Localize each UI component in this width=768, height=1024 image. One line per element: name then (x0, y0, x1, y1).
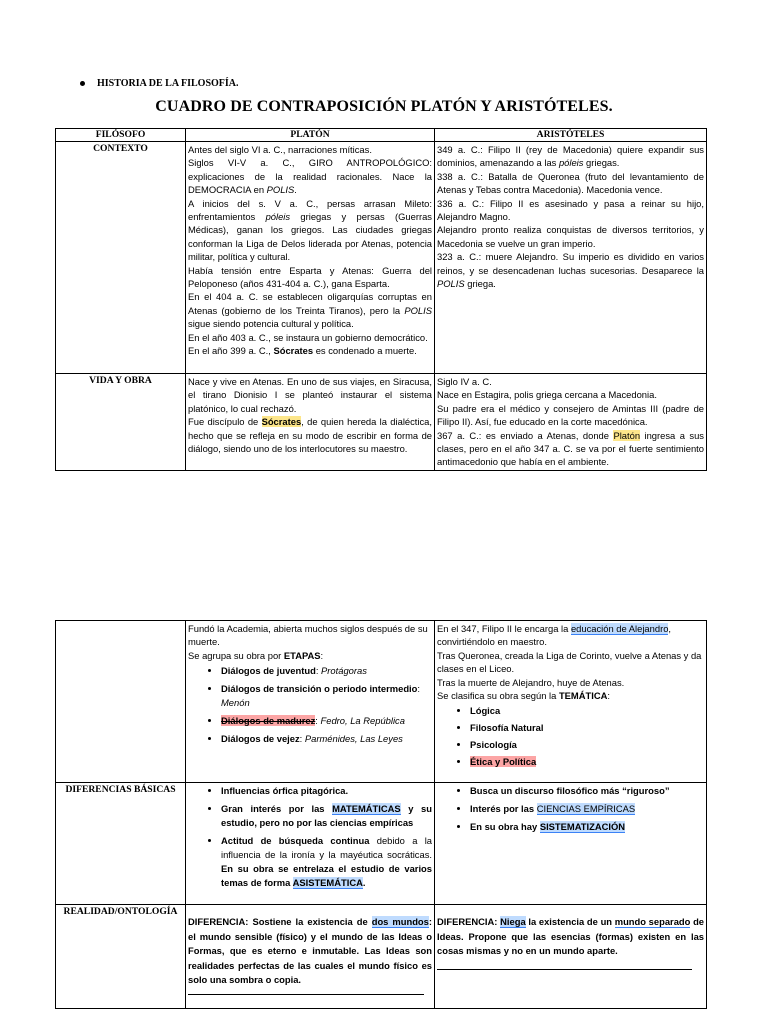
header-aristoteles: ARISTÓTELES (435, 129, 707, 142)
list-item: • Influencias órfica pitagórica. (221, 784, 432, 798)
text-line: DIFERENCIA: Niega la existencia de un mundo separado de Ideas. Propone que las esencias (formas) existen en las cosas mismas y no en un mundo aparte. (437, 916, 705, 956)
list-item: • Diálogos de vejez: Parménides, Las Leyes (221, 732, 432, 746)
cell-contexto-aristoteles (435, 142, 707, 374)
text-line: 323 a. C.: muere Alejandro. Su imperio es dividido en varios reinos, y se desencadenan luchas sucesorias. Desaparece la POLIS griega. (437, 251, 704, 290)
cell-obra-platon (186, 621, 435, 783)
text-line: DIFERENCIA: Sostiene la existencia de dos mundos: el mundo sensible (físico) y el mundo de las Ideas o Formas, que es eterno e inmutable. Las Ideas son realidades perfectas de las cuales el mundo físico es solo una sombra o copia. (188, 916, 432, 985)
cell-obra-aristoteles (435, 621, 707, 783)
page-title: CUADRO DE CONTRAPOSICIÓN PLATÓN Y ARISTÓTELES. (155, 98, 613, 115)
cell-realidad-aristoteles (435, 905, 707, 1009)
row-realidad (56, 905, 707, 1009)
list-item: • Filosofía Natural (470, 721, 704, 735)
text-line: 367 a. C.: es enviado a Atenas, donde Platón ingresa a sus clases, pero en el año 347 a. C. se va por el fuerte sentimiento antimacedonio que había en el ambiente. (437, 429, 704, 468)
comparison-table-2 (55, 620, 707, 1009)
row-contexto (56, 142, 707, 374)
text-line: En el año 403 a. C., se instaura un gobierno democrático. (188, 331, 428, 343)
platon-works-list (188, 664, 432, 746)
cell-realidad-platon (186, 905, 435, 1009)
text-line: Había tensión entre Esparta y Atenas: Guerra del Peloponeso (años 431-404 a. C.), gana Esparta. (188, 264, 432, 290)
platon-diff-list (188, 784, 432, 890)
row-label-empty (56, 621, 186, 783)
text-line: Tras Queronea, creada la Liga de Corinto, vuelve a Atenas y da clases en el Liceo. (437, 649, 702, 675)
cell-diferencias-platon (186, 783, 435, 905)
list-item: • Ética y Política (470, 755, 704, 769)
row-label-realidad: REALIDAD/ONTOLOGÍA (56, 905, 186, 1009)
list-item: • Actitud de búsqueda continua debido a la influencia de la ironía y la mayéutica socráticas. En su obra se entrelaza el estudio de varios temas de forma ASISTEMÁTICA. (221, 834, 432, 890)
aristoteles-diff-list (437, 784, 704, 834)
bullet-dot (80, 81, 85, 86)
cell-contexto-platon (186, 142, 435, 374)
text-line: Antes del siglo VI a. C., narraciones míticas. (188, 144, 372, 155)
fill-line (437, 963, 692, 970)
cell-vida-aristoteles (435, 374, 707, 471)
list-item: • Psicología (470, 738, 704, 752)
text-line: Su padre era el médico y consejero de Amintas III (padre de Filipo II). Así, fue educado en la corte macedónica. (437, 402, 704, 428)
fill-line (188, 988, 424, 995)
list-item: • Busca un discurso filosófico más “riguroso” (470, 784, 704, 798)
text-line: En el 347, Filipo II le encarga la educación de Alejandro, convirtiéndolo en maestro. (437, 623, 672, 648)
list-item: • Diálogos de transición o periodo intermedio: Menón (221, 682, 432, 710)
section-bullet (80, 78, 239, 89)
text-line: En el año 399 a. C., Sócrates es condenado a muerte. (188, 345, 417, 357)
text-line: Alejandro pronto realiza conquistas de diversos territorios, y Macedonia se vuelve un gran imperio. (437, 224, 704, 249)
text-line: Tras la muerte de Alejandro, huye de Atenas. (437, 676, 625, 688)
header-platon: PLATÓN (186, 129, 435, 142)
list-item: • Interés por las CIENCIAS EMPÍRICAS (470, 802, 704, 816)
row-obra (56, 621, 707, 783)
text-line: Siglo IV a. C. (437, 376, 492, 387)
list-item: • Diálogos de madurez: Fedro, La República (221, 714, 432, 728)
text-line: En el 404 a. C. se establecen oligarquías corruptas en Atenas (gobierno de los Treinta Tiranos), pero la POLIS sigue siendo potencia cultural y política. (188, 291, 432, 330)
text-line: 349 a. C.: Filipo II (rey de Macedonia) quiere expandir sus dominios, amenazando a las póleis griegas. (437, 144, 704, 169)
text-line: Se clasifica su obra según la TEMÁTICA: (437, 690, 610, 702)
text-line: Fue discípulo de Sócrates, de quien hereda la dialéctica, hecho que se refleja en su modo de escribir en forma de diálogo, siendo uno de los interlocutores su maestro. (188, 416, 432, 455)
row-label-diferencias: DIFERENCIAS BÁSICAS (56, 783, 186, 905)
list-item: • Lógica (470, 704, 704, 718)
text-line: Siglos VI-V a. C., GIRO ANTROPOLÓGICO: explicaciones de la realidad racionales. Nace la DEMOCRACIA en POLIS. (188, 157, 432, 196)
list-item: • Diálogos de juventud: Protágoras (221, 664, 432, 678)
text-line: 336 a. C.: Filipo II es asesinado y pasa a reinar su hijo, Alejandro Magno. (437, 197, 704, 223)
text-line: A inicios del s. V a. C., persas arrasan Mileto: enfrentamientos póleis griegas y persas (Guerras Médicas), ganan los griegos. Las ciudades griegas conforman la Liga de Delos liderada por Atenas, potencia militar, política y cultural. (188, 197, 432, 263)
row-diferencias (56, 783, 707, 905)
list-item: • Gran interés por las MATEMÁTICAS y su estudio, pero no por las ciencias empíricas (221, 802, 432, 830)
comparison-table-1 (55, 128, 707, 471)
row-vida-obra (56, 374, 707, 471)
cell-diferencias-aristoteles (435, 783, 707, 905)
row-label-vida-obra: VIDA Y OBRA (56, 374, 186, 471)
text-line: Nace y vive en Atenas. En uno de sus viajes, en Siracusa, el tirano Dionisio I se planteó instaurar el sistema platónico, lo cual rechazó. (188, 376, 432, 414)
list-item: • En su obra hay SISTEMATIZACIÓN (470, 820, 704, 834)
text-line: Se agrupa su obra por ETAPAS: (188, 649, 324, 661)
text-line: Nace en Estagira, polis griega cercana a Macedonia. (437, 389, 657, 401)
section-heading: HISTORIA DE LA FILOSOFÍA. (97, 78, 239, 89)
header-filosofo: FILÓSOFO (56, 129, 186, 142)
text-line: Fundó la Academia, abierta muchos siglos después de su muerte. (188, 623, 428, 648)
cell-vida-platon (186, 374, 435, 471)
aristoteles-works-list (437, 704, 704, 769)
table-header-row (56, 129, 707, 142)
row-label-contexto: CONTEXTO (56, 142, 186, 374)
text-line: 338 a. C.: Batalla de Queronea (fruto del levantamiento de Atenas y Tebas contra Macedonia). Macedonia vence. (437, 170, 704, 196)
